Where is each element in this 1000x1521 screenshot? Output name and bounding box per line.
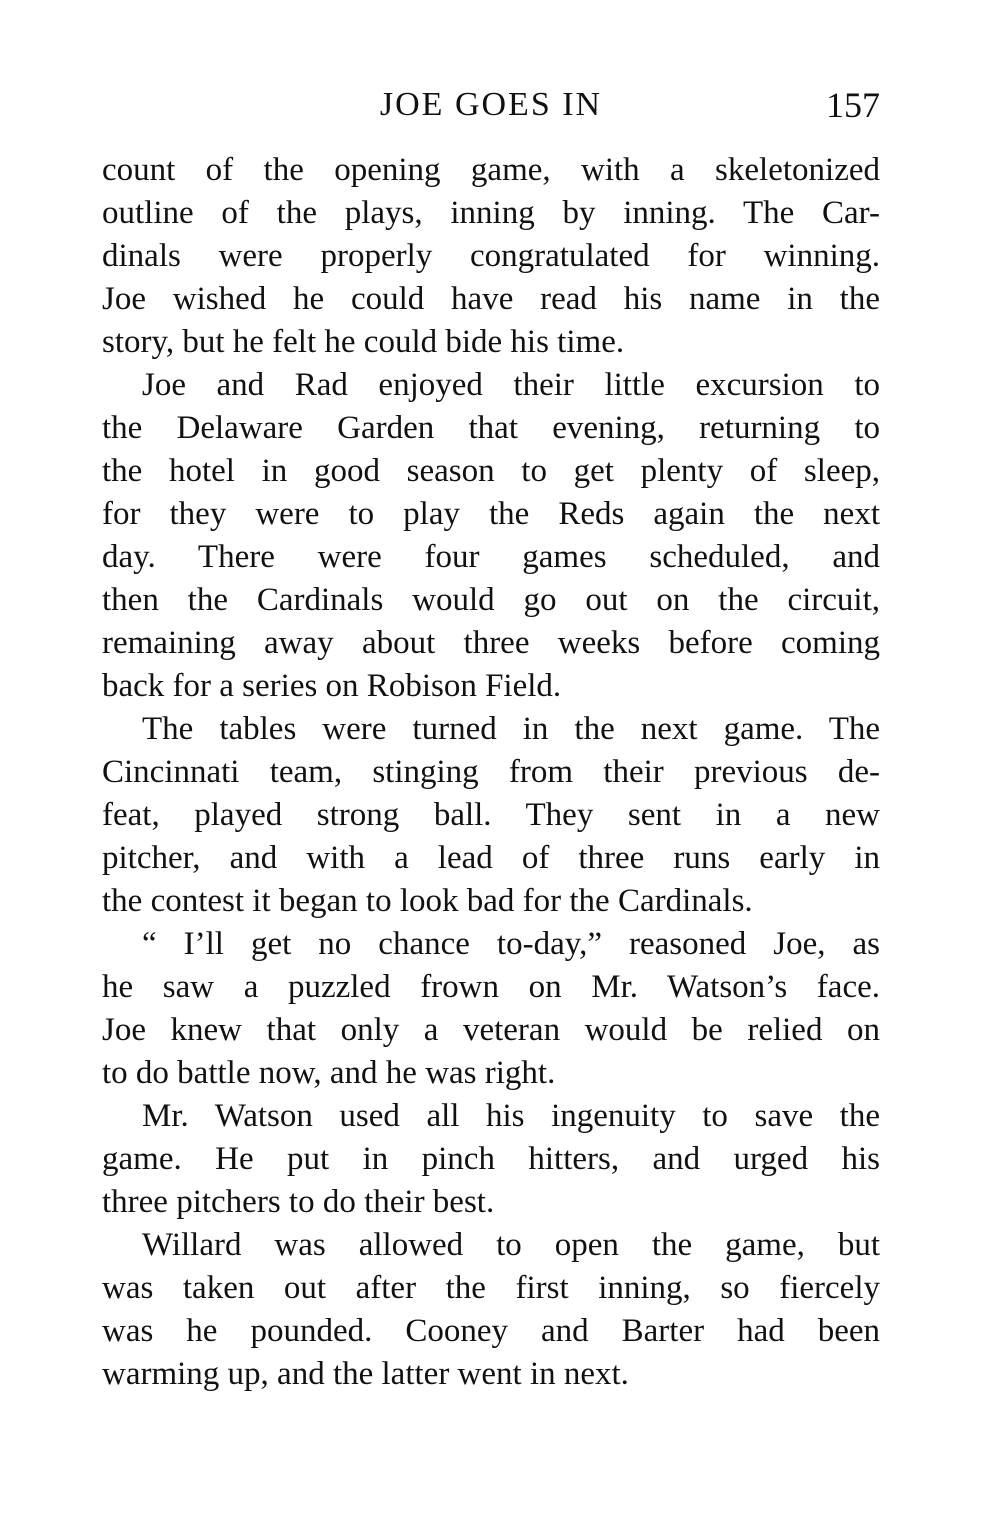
text-line: Willard was allowed to open the game, but	[142, 1227, 880, 1263]
text-line: three pitchers to do their best.	[102, 1184, 495, 1220]
text-line: remaining away about three weeks before coming	[102, 625, 880, 661]
body-text	[102, 149, 880, 1396]
text-line: was he pounded. Cooney and Barter had been	[102, 1313, 880, 1349]
text-line: Joe knew that only a veteran would be relied on	[102, 1012, 880, 1048]
text-line: Joe wished he could have read his name in the	[102, 281, 880, 317]
page-number: 157	[826, 85, 880, 125]
text-line: story, but he felt he could bide his time.	[102, 324, 625, 360]
text-line: then the Cardinals would go out on the circuit,	[102, 582, 880, 618]
paragraph-3	[102, 708, 880, 923]
text-line: The tables were turned in the next game. The	[142, 711, 880, 747]
text-line: day. There were four games scheduled, and	[102, 539, 880, 575]
text-line: feat, played strong ball. They sent in a new	[102, 797, 880, 833]
text-line: dinals were properly congratulated for winning.	[102, 238, 880, 274]
paragraph-1	[102, 149, 880, 364]
text-line: the Delaware Garden that evening, returning to	[102, 410, 880, 446]
text-line: game. He put in pinch hitters, and urged his	[102, 1141, 880, 1177]
text-line: he saw a puzzled frown on Mr. Watson’s face.	[102, 969, 880, 1005]
running-title: JOE GOES IN	[379, 86, 603, 123]
text-line: for they were to play the Reds again the next	[102, 496, 880, 532]
text-line: Mr. Watson used all his ingenuity to save the	[142, 1098, 880, 1134]
running-head	[102, 80, 880, 130]
paragraph-2	[102, 364, 880, 708]
text-line: count of the opening game, with a skeletonized	[102, 152, 880, 188]
text-line: Cincinnati team, stinging from their previous de-	[102, 754, 880, 790]
paragraph-5	[102, 1095, 880, 1224]
paragraph-4	[102, 923, 880, 1095]
text-line: Joe and Rad enjoyed their little excursion to	[142, 367, 880, 403]
text-line: was taken out after the first inning, so fiercely	[102, 1270, 880, 1306]
text-line: to do battle now, and he was right.	[102, 1055, 556, 1091]
text-line: outline of the plays, inning by inning. The Car-	[102, 195, 880, 231]
text-line: “ I’ll get no chance to-day,” reasoned Joe, as	[142, 926, 880, 962]
text-line: the hotel in good season to get plenty of sleep,	[102, 453, 880, 489]
text-line: pitcher, and with a lead of three runs early in	[102, 840, 880, 876]
text-line: the contest it began to look bad for the Cardinals.	[102, 883, 753, 919]
text-line: back for a series on Robison Field.	[102, 668, 562, 704]
paragraph-6	[102, 1224, 880, 1396]
text-line: warming up, and the latter went in next.	[102, 1356, 629, 1392]
